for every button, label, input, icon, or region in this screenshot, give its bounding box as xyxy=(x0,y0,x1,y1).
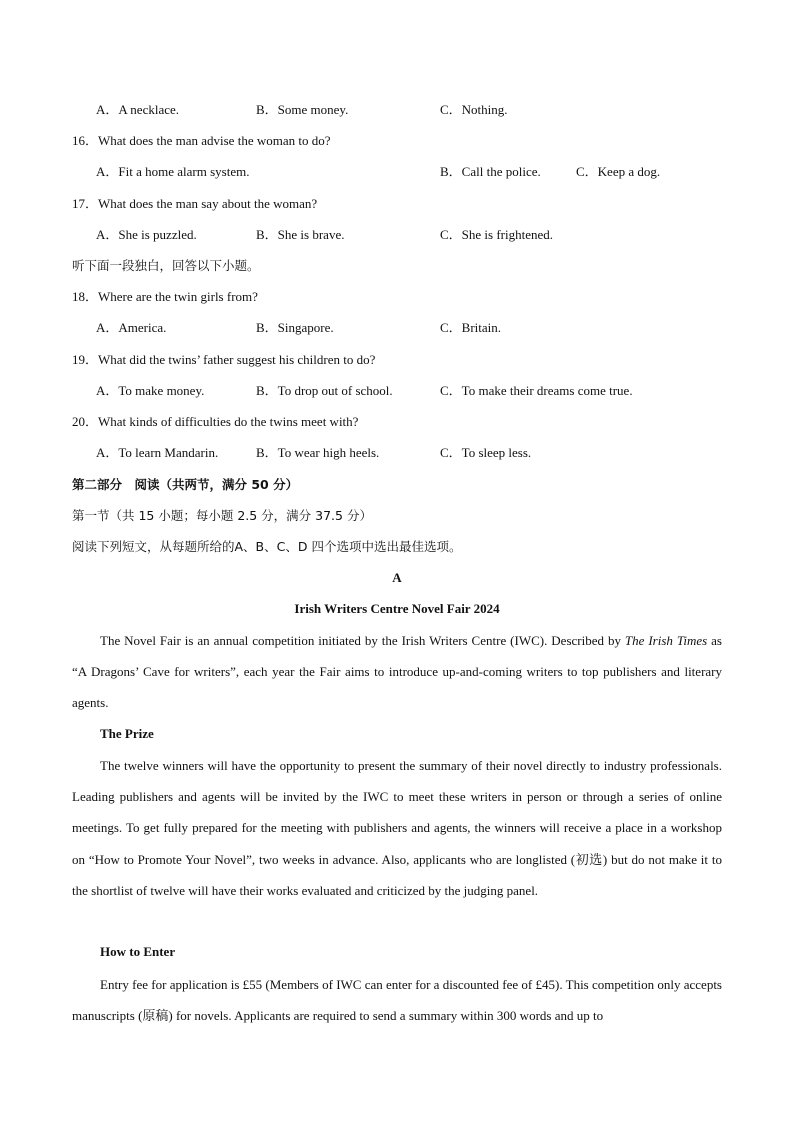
q16-option-b: B．Call the police. xyxy=(440,164,541,179)
q19-stem: 19．What did the twins’ father suggest his children to do? xyxy=(72,352,376,367)
q18-option-b: B．Singapore. xyxy=(256,320,334,335)
q17-option-c: C．She is frightened. xyxy=(440,227,554,242)
q18-option-c: C．Britain. xyxy=(440,320,502,335)
q20-option-b: B．To wear high heels. xyxy=(256,445,380,460)
q18-option-a: A．America. xyxy=(96,320,167,335)
q15-option-a: A．A necklace. xyxy=(96,102,180,117)
q19-option-b: B．To drop out of school. xyxy=(256,383,393,398)
intro-text-end: as “A Dragons’ Cave for writers”, each year the Fair aims to introduce up-and-coming writers to top publishers and literary agents. xyxy=(72,633,722,711)
q15-option-c: C．Nothing. xyxy=(440,102,508,117)
section1-heading: 第一节（共 15 小题；每小题 2.5 分，满分 37.5 分） xyxy=(72,508,372,523)
q19-option-c: C．To make their dreams come true. xyxy=(440,383,633,398)
part2-heading: 第二部分 阅读（共两节，满分 50 分） xyxy=(72,477,299,492)
how-to-enter-paragraph: Entry fee for application is £55 (Members of IWC can enter for a discounted fee of £45). This competition only accepts manuscripts (原稿) for novels. Applicants are required to send a summary within 300 words and up to xyxy=(72,977,722,1024)
prize-paragraph: The twelve winners will have the opportunity to present the summary of their novel directly to industry professionals. Leading publishers and agents will be invited by the IWC to meet these writers in person or through a series of online meetings. To get fully prepared for the meeting with publishers and agents, the winners will receive a place in a workshop on “How to Promote Your Novel”, two weeks in advance. Also, applicants who are longlisted (初选) but do not make it to the shortlist of twelve will have their works evaluated and criticized by the judging panel. xyxy=(72,758,722,898)
q17-option-a: A．She is puzzled. xyxy=(96,227,197,242)
reading-instruction: 阅读下列短文，从每题所给的A、B、C、D 四个选项中选出最佳选项。 xyxy=(72,539,462,554)
how-to-enter-heading: How to Enter xyxy=(100,944,176,959)
q16-option-a: A．Fit a home alarm system. xyxy=(96,164,250,179)
q20-option-c: C．To sleep less. xyxy=(440,445,532,460)
passage-title: Irish Writers Centre Novel Fair 2024 xyxy=(294,601,500,616)
q20-stem: 20．What kinds of difficulties do the twins meet with? xyxy=(72,414,359,429)
intro-text-start: The Novel Fair is an annual competition initiated by the Irish Writers Centre (IWC). Described by xyxy=(100,633,625,648)
intro-publication-name: The Irish Times xyxy=(624,633,708,648)
q15-option-b: B．Some money. xyxy=(256,102,349,117)
passage-label: A xyxy=(392,570,402,585)
prize-heading: The Prize xyxy=(100,726,154,741)
q16-stem: 16．What does the man advise the woman to do? xyxy=(72,133,331,148)
monologue-instruction: 听下面一段独白，回答以下小题。 xyxy=(72,258,260,273)
q17-option-b: B．She is brave. xyxy=(256,227,345,242)
passage-intro-paragraph xyxy=(72,625,722,719)
q16-option-c: C．Keep a dog. xyxy=(576,164,661,179)
q19-option-a: A．To make money. xyxy=(96,383,205,398)
q20-option-a: A．To learn Mandarin. xyxy=(96,445,219,460)
q17-stem: 17．What does the man say about the woman? xyxy=(72,196,318,211)
q18-stem: 18．Where are the twin girls from? xyxy=(72,289,258,304)
